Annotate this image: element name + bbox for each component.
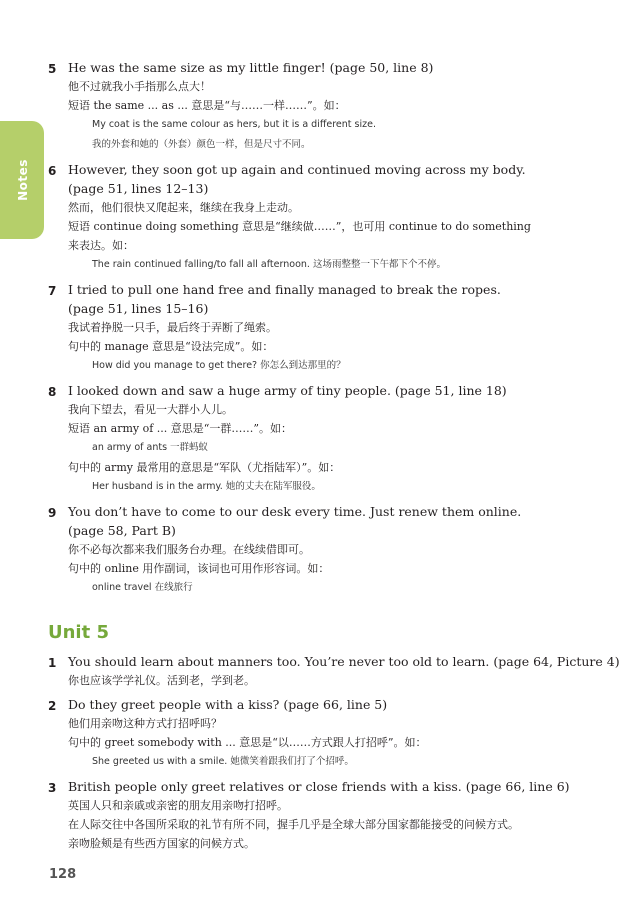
notes-tab-label: Notes	[16, 159, 30, 201]
note-number: 6	[48, 164, 57, 178]
english-sentence: However, they soon got up again and continued moving across my body.	[68, 162, 526, 177]
chinese-note: 句中的 army 最常用的意思是“军队（尤指陆军）”。如：	[68, 461, 341, 474]
page-content	[48, 58, 618, 858]
chinese-note: 短语 continue doing something 意思是“继续做……”，也可用 continue to do something	[68, 220, 531, 233]
unit-title: Unit 5	[48, 622, 109, 643]
example-sentence: online travel 在线旅行	[92, 582, 193, 593]
notes-tab	[0, 121, 44, 239]
note-number: 3	[48, 781, 57, 795]
chinese-note: 英国人只和亲戚或亲密的朋友用亲吻打招呼。	[68, 799, 288, 812]
chinese-note: 他们用亲吻这种方式打招呼吗？	[68, 717, 222, 730]
chinese-note: 在人际交往中各国所采取的礼节有所不同，握手几乎是全球大部分国家都能接受的问候方式。	[68, 818, 519, 831]
page-number: 128	[49, 867, 77, 882]
note-item	[48, 160, 618, 275]
english-sentence: You should learn about manners too. You’re never too old to learn. (page 64, Picture 4)	[68, 654, 620, 669]
note-item	[48, 502, 618, 598]
note-number: 8	[48, 385, 57, 399]
example-sentence: an army of ants 一群蚂蚁	[92, 442, 209, 453]
example-sentence: Her husband is in the army. 她的丈夫在陆军服役。	[92, 481, 321, 492]
chinese-note: 短语 the same ... as ... 意思是“与……一样……”。如：	[68, 99, 346, 112]
chinese-note: 然而，他们很快又爬起来，继续在我身上走动。	[68, 201, 299, 214]
example-sentence: 我的外套和她的（外套）颜色一样，但是尺寸不同。	[92, 139, 311, 150]
english-sentence: Do they greet people with a kiss? (page 66, line 5)	[68, 697, 388, 712]
note-number: 5	[48, 62, 57, 76]
chinese-note: 你也应该学学礼仪。活到老，学到老。	[68, 674, 255, 687]
english-sentence: I tried to pull one hand free and finally managed to break the ropes.	[68, 282, 501, 297]
chinese-note: 句中的 greet somebody with ... 意思是“以……方式跟人打招呼”。如：	[68, 736, 427, 749]
chinese-note: 句中的 manage 意思是“设法完成”。如：	[68, 340, 274, 353]
chinese-note: 短语 an army of ... 意思是“一群……”。如：	[68, 422, 293, 435]
chinese-note: 亲吻脸颊是有些西方国家的问候方式。	[68, 837, 255, 850]
english-sentence: I looked down and saw a huge army of tiny people. (page 51, line 18)	[68, 383, 507, 398]
note-number: 9	[48, 506, 57, 520]
note-number: 7	[48, 284, 57, 298]
example-sentence: The rain continued falling/to fall all afternoon. 这场雨整整一下午都下个不停。	[92, 259, 446, 270]
note-item	[48, 280, 618, 376]
notes-section-continued	[48, 58, 618, 598]
note-number: 2	[48, 699, 57, 713]
note-item	[48, 695, 618, 772]
example-sentence: She greeted us with a smile. 她微笑着跟我们打了个招呼。	[92, 756, 354, 767]
note-item	[48, 652, 618, 690]
english-sentence: (page 58, Part B)	[68, 523, 176, 538]
english-sentence: British people only greet relatives or close friends with a kiss. (page 66, line 6)	[68, 779, 570, 794]
english-sentence: (page 51, lines 15–16)	[68, 301, 209, 316]
chinese-note: 我试着挣脱一只手，最后终于弄断了绳索。	[68, 321, 277, 334]
chinese-note: 他不过就我小手指那么点大！	[68, 80, 211, 93]
note-item	[48, 777, 618, 853]
chinese-note: 你不必每次都来我们服务台办理。在线续借即可。	[68, 543, 310, 556]
english-sentence: You don’t have to come to our desk every time. Just renew them online.	[68, 504, 522, 519]
chinese-note: 我向下望去，看见一大群小人儿。	[68, 403, 233, 416]
note-item	[48, 58, 618, 155]
example-sentence: My coat is the same colour as hers, but it is a different size.	[92, 119, 376, 130]
notes-section-unit5	[48, 652, 618, 853]
note-item	[48, 381, 618, 497]
english-sentence: (page 51, lines 12–13)	[68, 181, 209, 196]
example-sentence: How did you manage to get there? 你怎么到达那里的？	[92, 360, 346, 371]
chinese-note: 句中的 online 用作副词，该词也可用作形容词。如：	[68, 562, 330, 575]
note-number: 1	[48, 656, 57, 670]
english-sentence: He was the same size as my little finger! (page 50, line 8)	[68, 60, 434, 75]
chinese-note: 来表达。如：	[68, 239, 134, 252]
